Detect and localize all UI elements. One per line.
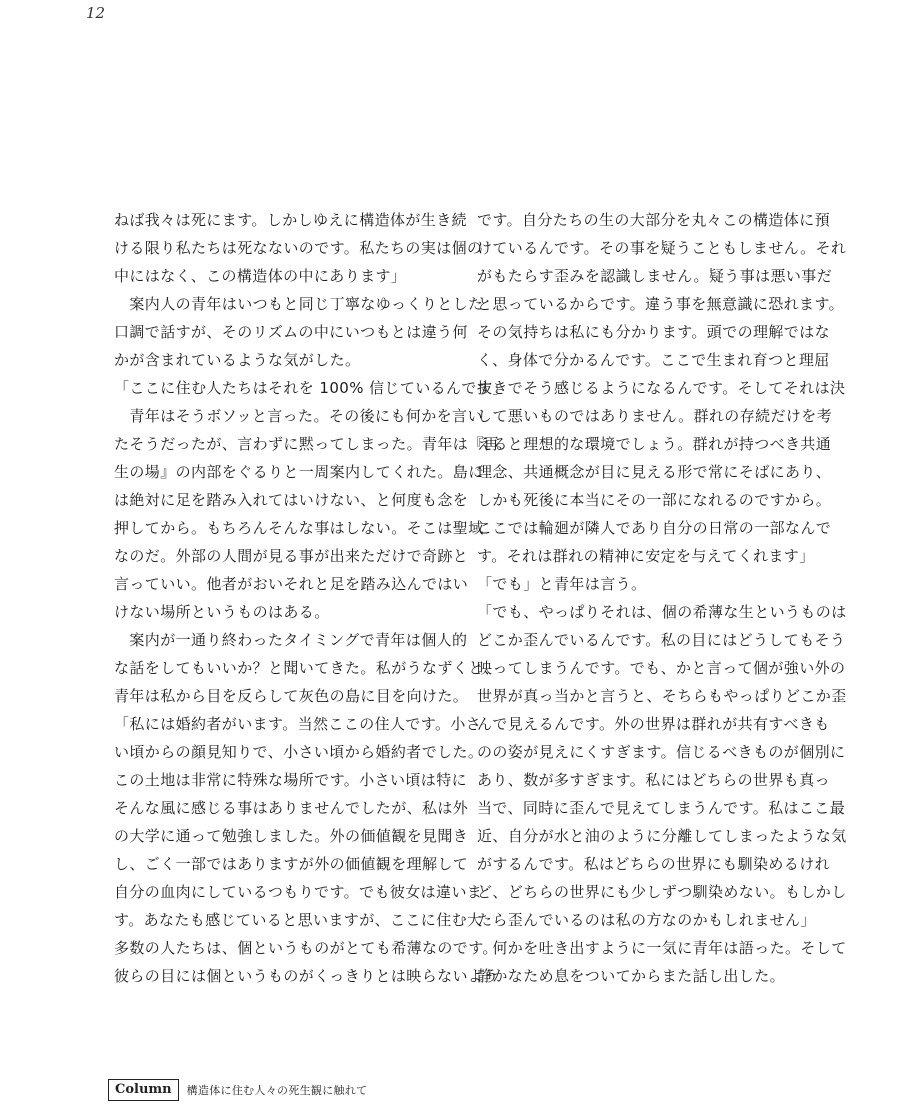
text-line: ねば我々は死にます。しかしゆえに構造体が生き続 <box>114 211 468 229</box>
text-line: 静かなため息をついてからまた話し出した。 <box>477 967 786 985</box>
text-line: なのだ。外部の人間が見る事が出来ただけで奇跡と <box>114 547 469 565</box>
text-line: な話をしてもいいか？と聞いてきた。私がうなずくと、 <box>114 659 500 677</box>
text-line: 口調で話すが、そのリズムの中にいつもとは違う何 <box>114 323 468 341</box>
text-line: 「でも、やっぱりそれは、個の希薄な生というものは <box>477 603 847 621</box>
text-line: 生の場』の内部をぐるりと一周案内してくれた。島に <box>114 463 484 481</box>
text-line: い頃からの顔見知りで、小さい頃から婚約者でした。 <box>114 743 484 761</box>
body-text-right-column <box>477 206 847 990</box>
text-line: して悪いものではありません。群れの存続だけを考 <box>477 407 833 425</box>
text-line: かが含まれているような気がした。 <box>114 351 361 369</box>
text-line: ける限り私たちは死なないのです。私たちの実は個の <box>114 239 483 257</box>
text-line: けない場所というものはある。 <box>114 603 330 621</box>
text-line: のの姿が見えにくすぎます。信じるべきものが個別に <box>477 743 846 761</box>
text-line: たそうだったが、言わずに黙ってしまった。青年は『再 <box>114 435 500 453</box>
text-line: んで見えるんです。外の世界は群れが共有すべきも <box>477 715 830 733</box>
text-line: 青年は私から目を反らして灰色の島に目を向けた。 <box>114 687 469 705</box>
text-line: がするんです。私はどちらの世界にも馴染めるけれ <box>477 855 831 873</box>
column-title: 構造体に住む人々の死生観に触れて <box>186 1084 368 1097</box>
text-line: 青年はそうボソッと言った。その後にも何かを言い <box>114 407 483 425</box>
text-line: 映ってしまうんです。でも、かと言って個が強い外の <box>477 659 846 677</box>
text-line: その気持ちは私にも分かります。頭での理解ではな <box>477 323 831 341</box>
text-line: は絶対に足を踏み入れてはいけない、と何度も念を <box>114 491 469 509</box>
text-line: この土地は非常に特殊な場所です。小さい頃は特に <box>114 771 468 789</box>
text-line: です。自分たちの生の大部分を丸々この構造体に預 <box>477 211 831 229</box>
text-line: けているんです。その事を疑うこともしません。それ <box>477 239 847 257</box>
text-line: たら歪んでいるのは私の方なのかもしれません」 <box>477 911 816 929</box>
text-line: し、ごく一部ではありますが外の価値観を理解して <box>114 855 469 873</box>
text-line: 「ここに住む人たちはそれを 100% 信じているんです」 <box>114 379 508 397</box>
text-line: そんな風に感じる事はありませんでしたが、私は外 <box>114 799 469 817</box>
text-line: 案内が一通り終わったタイミングで青年は個人的 <box>114 631 468 649</box>
text-line: 近、自分が水と油のように分離してしまったような気 <box>477 827 847 845</box>
text-line: ど、どちらの世界にも少しずつ馴染めない。もしかし <box>477 883 847 901</box>
text-line: 世界が真っ当かと言うと、そちらもやっぱりどこか歪 <box>477 687 847 705</box>
text-line: 「でも」と青年は言う。 <box>477 575 647 593</box>
text-line: しかも死後に本当にその一部になれるのですから。 <box>477 491 832 509</box>
text-line: 自分の血肉にしているつもりです。でも彼女は違いま <box>114 883 483 901</box>
text-line: ここでは輪廻が隣人であり自分の日常の一部なんで <box>477 519 832 537</box>
text-line: 多数の人たちは、個というものがとても希薄なのです。 <box>114 939 498 957</box>
text-line: の大学に通って勉強しました。外の価値観を見聞き <box>114 827 469 845</box>
text-line: 抜きでそう感じるようになるんです。そしてそれは決 <box>477 379 846 397</box>
text-line: 理念、共通概念が目に見える形で常にそばにあり、 <box>477 463 832 481</box>
text-line: あり、数が多すぎます。私にはどちらの世界も真っ <box>477 771 831 789</box>
text-line: 何かを吐き出すように一気に青年は語った。そして <box>477 939 847 957</box>
text-line: く、身体で分かるんです。ここで生まれ育つと理屈 <box>477 351 830 369</box>
text-line: す。あなたも感じていると思いますが、ここに住む大 <box>114 911 483 929</box>
text-line: 中にはなく、この構造体の中にあります」 <box>114 267 407 285</box>
text-line: 彼らの目には個というものがくっきりとは映らないよう <box>114 967 499 985</box>
text-line: がもたらす歪みを認識しません。疑う事は悪い事だ <box>477 267 833 285</box>
page-number: 12 <box>86 4 106 22</box>
text-line: 言っていい。他者がおいそれと足を踏み込んではい <box>114 575 469 593</box>
text-line: えると理想的な環境でしょう。群れが持つべき共通 <box>477 435 832 453</box>
text-line: どこか歪んでいるんです。私の目にはどうしてもそう <box>477 631 846 649</box>
text-line: 案内人の青年はいつもと同じ丁寧なゆっくりとした <box>114 295 484 313</box>
text-line: と思っているからです。違う事を無意識に恐れます。 <box>477 295 845 313</box>
body-text-left-column <box>114 206 508 990</box>
text-line: 当で、同時に歪んで見えてしまうんです。私はここ最 <box>477 799 846 817</box>
footer <box>108 1078 367 1102</box>
text-line: 押してから。もちろんそんな事はしない。そこは聖域 <box>114 519 484 537</box>
text-line: す。それは群れの精神に安定を与えてくれます」 <box>477 547 815 565</box>
column-label-badge: Column <box>108 1079 179 1101</box>
text-line: 「私には婚約者がいます。当然ここの住人です。小さ <box>114 715 482 733</box>
